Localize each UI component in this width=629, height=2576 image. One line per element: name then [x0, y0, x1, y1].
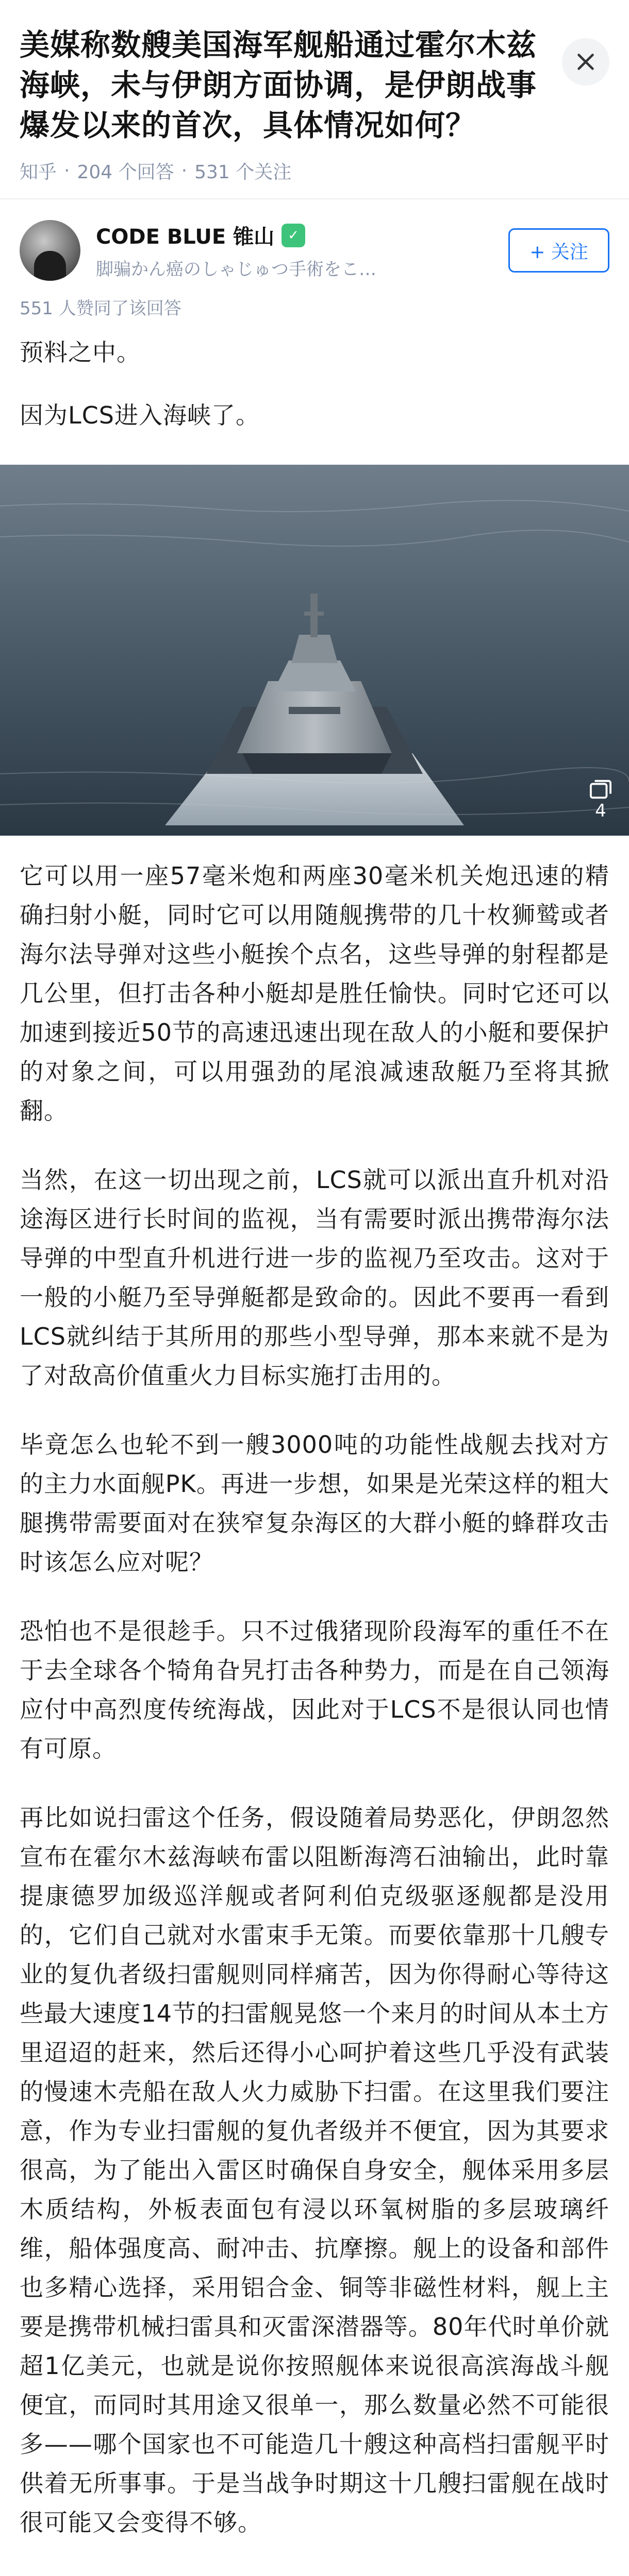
close-button[interactable]	[562, 38, 609, 86]
question-meta	[20, 150, 609, 198]
author-name[interactable]: CODE BLUE 锥山	[96, 225, 275, 249]
ship-photo[interactable]	[0, 465, 629, 836]
answer-paragraph: 预料之中。	[20, 338, 141, 366]
avatar[interactable]	[20, 220, 80, 281]
question-header	[20, 0, 609, 150]
author-bio: 脚骗かん癌のしゃじゅつ手術をこ…	[96, 259, 376, 280]
verified-badge-icon: ✓	[282, 224, 305, 247]
image-stack-icon	[589, 779, 613, 801]
meta-separator: ·	[181, 160, 188, 181]
source-label[interactable]: 知乎	[20, 162, 57, 183]
answer-paragraph: 它可以用一座57毫米炮和两座30毫米机关炮迅速的精确扫射小艇，同时它可以用随舰携带的几十枚狮鹫或者海尔法导弹对这些小艇挨个点名，这些导弹的射程都是几公里，但打击各种小艇却是胜任愉快。同时它还可以加速到接近50节的高速迅速出现在敌人的小艇和要保护的对象之间，可以用强劲的尾浪减速敌艇乃至将其掀翻。	[20, 862, 609, 1125]
author-name-row	[96, 221, 508, 250]
close-icon	[574, 50, 598, 74]
answer-count[interactable]: 204 个回答	[77, 162, 174, 183]
answer-paragraph	[20, 2572, 609, 2576]
answer-paragraph: 再比如说扫雷这个任务，假设随着局势恶化，伊朗忽然宣布在霍尔木兹海峡布雷以阻断海湾石油输出，此时靠提康德罗加级巡洋舰或者阿利伯克级驱逐舰都是没用的，它们自己就对水雷束手无策。而要依靠那十几艘专业的复仇者级扫雷舰则同样痛苦，因为你得耐心等待这些最大速度14节的扫雷舰晃悠一个来月的时间从本土方里迢迢的赶来，然后还得小心呵护着这些几乎没有武装的慢速木壳船在敌人火力威胁下扫雷。在这里我们要注意，作为专业扫雷舰的复仇者级并不便宜，因为其要求很高，为了能出入雷区时确保自身安全，舰体采用多层木质结构，外板表面包有浸以环氧树脂的多层玻璃纤维，船体强度高、耐冲击、抗摩擦。舰上的设备和部件也多精心选择，采用铝合金、铜等非磁性材料，舰上主要是携带机械扫雷具和灭雷深潜器等。80年代时单价就超1亿美元，也就是说你按照舰体来说很高滨海战斗舰便宜，而同时其用途又很单一，那么数量必然不可能很多——哪个国家也不可能造几十艘这种高档扫雷舰平时供着无所事事。于是当战争时期这十几艘扫雷舰在战时很可能又会变得不够。	[20, 1804, 609, 2536]
follower-count[interactable]: 531 个关注	[194, 162, 292, 183]
meta-separator: ·	[64, 160, 70, 181]
author-info	[96, 221, 508, 280]
image-count: 4	[595, 801, 606, 821]
image-counter[interactable]	[589, 779, 613, 821]
answer-body	[20, 333, 609, 2576]
answer-paragraph: 毕竟怎么也轮不到一艘3000吨的功能性战舰去找对方的主力水面舰PK。再进一步想，如果是光荣这样的粗大腿携带需要面对在狭窄复杂海区的大群小艇的蜂群攻击时该怎么应对呢？	[20, 1431, 609, 1576]
follow-button[interactable]: + 关注	[508, 228, 609, 273]
answer-paragraph: 恐怕也不是很趁手。只不过俄猪现阶段海军的重任不在于去全球各个犄角旮旯打击各种势力，而是在自己领海应付中高烈度传统海战，因此对于LCS不是很认同也情有可原。	[20, 1617, 609, 1762]
author-row	[20, 199, 609, 291]
approve-count: 551 人赞同了该回答	[20, 298, 181, 319]
answer-paragraph: 当然，在这一切出现之前，LCS就可以派出直升机对沿途海区进行长时间的监视，当有需要时派出携带海尔法导弹的中型直升机进行进一步的监视乃至攻击。这对于一般的小艇乃至导弹艇都是致命的。因此不要再一看到LCS就纠结于其所用的那些小型导弹，那本来就不是为了对敌高价值重火力目标实施打击用的。	[20, 1166, 609, 1389]
answer-paragraph: 因为LCS进入海峡了。	[20, 401, 260, 429]
question-title[interactable]: 美媒称数艘美国海军舰船通过霍尔木兹海峡，未与伊朗方面协调，是伊朗战事爆发以来的首次，具体情况如何？	[20, 27, 537, 143]
ship-illustration	[0, 465, 629, 836]
